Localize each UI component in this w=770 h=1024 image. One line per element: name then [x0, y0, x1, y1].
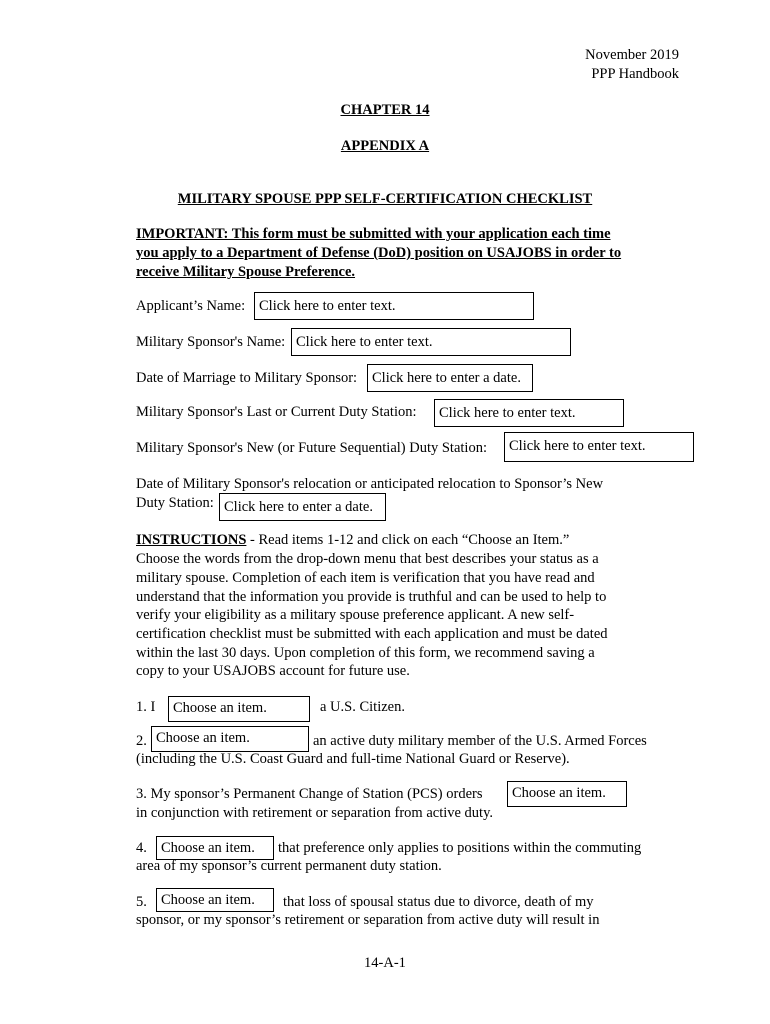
marriage-date-label: Date of Marriage to Military Sponsor: [136, 370, 358, 386]
page-number: 14-A-1 [364, 955, 406, 971]
important-line-1: IMPORTANT: This form must be submitted with your application each time [136, 226, 611, 242]
instructions-line: verify your eligibility as a military spouse preference applicant. A new self- [136, 607, 575, 623]
instructions-heading-line [136, 532, 569, 549]
item-3-dropdown[interactable]: Choose an item. [507, 781, 627, 807]
header-handbook: PPP Handbook [591, 66, 679, 82]
item-3-line-2: in conjunction with retirement or separation from active duty. [136, 805, 494, 821]
item-2-number: 2. [136, 733, 147, 749]
instructions-line: understand that the information you provide is truthful and can be used to help to [136, 589, 607, 605]
item-4-dropdown[interactable]: Choose an item. [156, 836, 274, 860]
item-2-dropdown[interactable]: Choose an item. [151, 726, 309, 752]
instructions-line: Choose the words from the drop-down menu that best describes your status as a [136, 551, 599, 567]
instructions-heading: INSTRUCTIONS [136, 532, 247, 548]
item-1-text: a U.S. Citizen. [320, 699, 405, 715]
chapter-heading: CHAPTER 14 [340, 102, 430, 118]
relocation-date-field[interactable]: Click here to enter a date. [219, 493, 386, 521]
header-date: November 2019 [585, 47, 679, 63]
marriage-date-field[interactable]: Click here to enter a date. [367, 364, 533, 392]
instructions-line: within the last 30 days. Upon completion of this form, we recommend saving a [136, 645, 595, 661]
item-4-text: that preference only applies to positions within the commuting [278, 840, 642, 856]
item-4-line-2: area of my sponsor’s current permanent duty station. [136, 858, 442, 874]
applicant-name-field[interactable]: Click here to enter text. [254, 292, 534, 320]
important-line-2: you apply to a Department of Defense (DoD) position on USAJOBS in order to [136, 245, 622, 261]
form-title: MILITARY SPOUSE PPP SELF-CERTIFICATION CHECKLIST [177, 191, 593, 207]
important-line-3: receive Military Spouse Preference. [136, 264, 356, 280]
last-station-label: Military Sponsor's Last or Current Duty Station: [136, 404, 417, 420]
item-5-line-2: sponsor, or my sponsor’s retirement or separation from active duty will result in [136, 912, 600, 928]
relocation-label-line-1: Date of Military Sponsor's relocation or anticipated relocation to Sponsor’s New [136, 476, 604, 492]
item-1-number: 1. I [136, 699, 156, 715]
instructions-line: military spouse. Completion of each item is verification that you have read and [136, 570, 595, 586]
new-station-label: Military Sponsor's New (or Future Sequential) Duty Station: [136, 440, 487, 456]
last-station-field[interactable]: Click here to enter text. [434, 399, 624, 427]
instructions-lead: - Read items 1-12 and click on each “Choose an Item.” [246, 532, 570, 548]
instructions-line: copy to your USAJOBS account for future use. [136, 663, 410, 679]
sponsor-name-field[interactable]: Click here to enter text. [291, 328, 571, 356]
sponsor-name-label: Military Sponsor's Name: [136, 334, 286, 350]
item-5-text: that loss of spousal status due to divorce, death of my [283, 894, 594, 910]
item-1-dropdown[interactable]: Choose an item. [168, 696, 310, 722]
item-4-number: 4. [136, 840, 147, 856]
new-station-field[interactable]: Click here to enter text. [504, 432, 694, 462]
item-5-dropdown[interactable]: Choose an item. [156, 888, 274, 912]
instructions-line: certification checklist must be submitted with each application and must be dated [136, 626, 608, 642]
item-3-text: 3. My sponsor’s Permanent Change of Station (PCS) orders [136, 786, 483, 802]
appendix-heading: APPENDIX A [340, 138, 430, 154]
item-2-text: an active duty military member of the U.S. Armed Forces [313, 733, 647, 749]
item-2-line-2: (including the U.S. Coast Guard and full-time National Guard or Reserve). [136, 751, 570, 767]
relocation-label-line-2: Duty Station: [136, 495, 214, 511]
item-5-number: 5. [136, 894, 147, 910]
applicant-name-label: Applicant’s Name: [136, 298, 246, 314]
